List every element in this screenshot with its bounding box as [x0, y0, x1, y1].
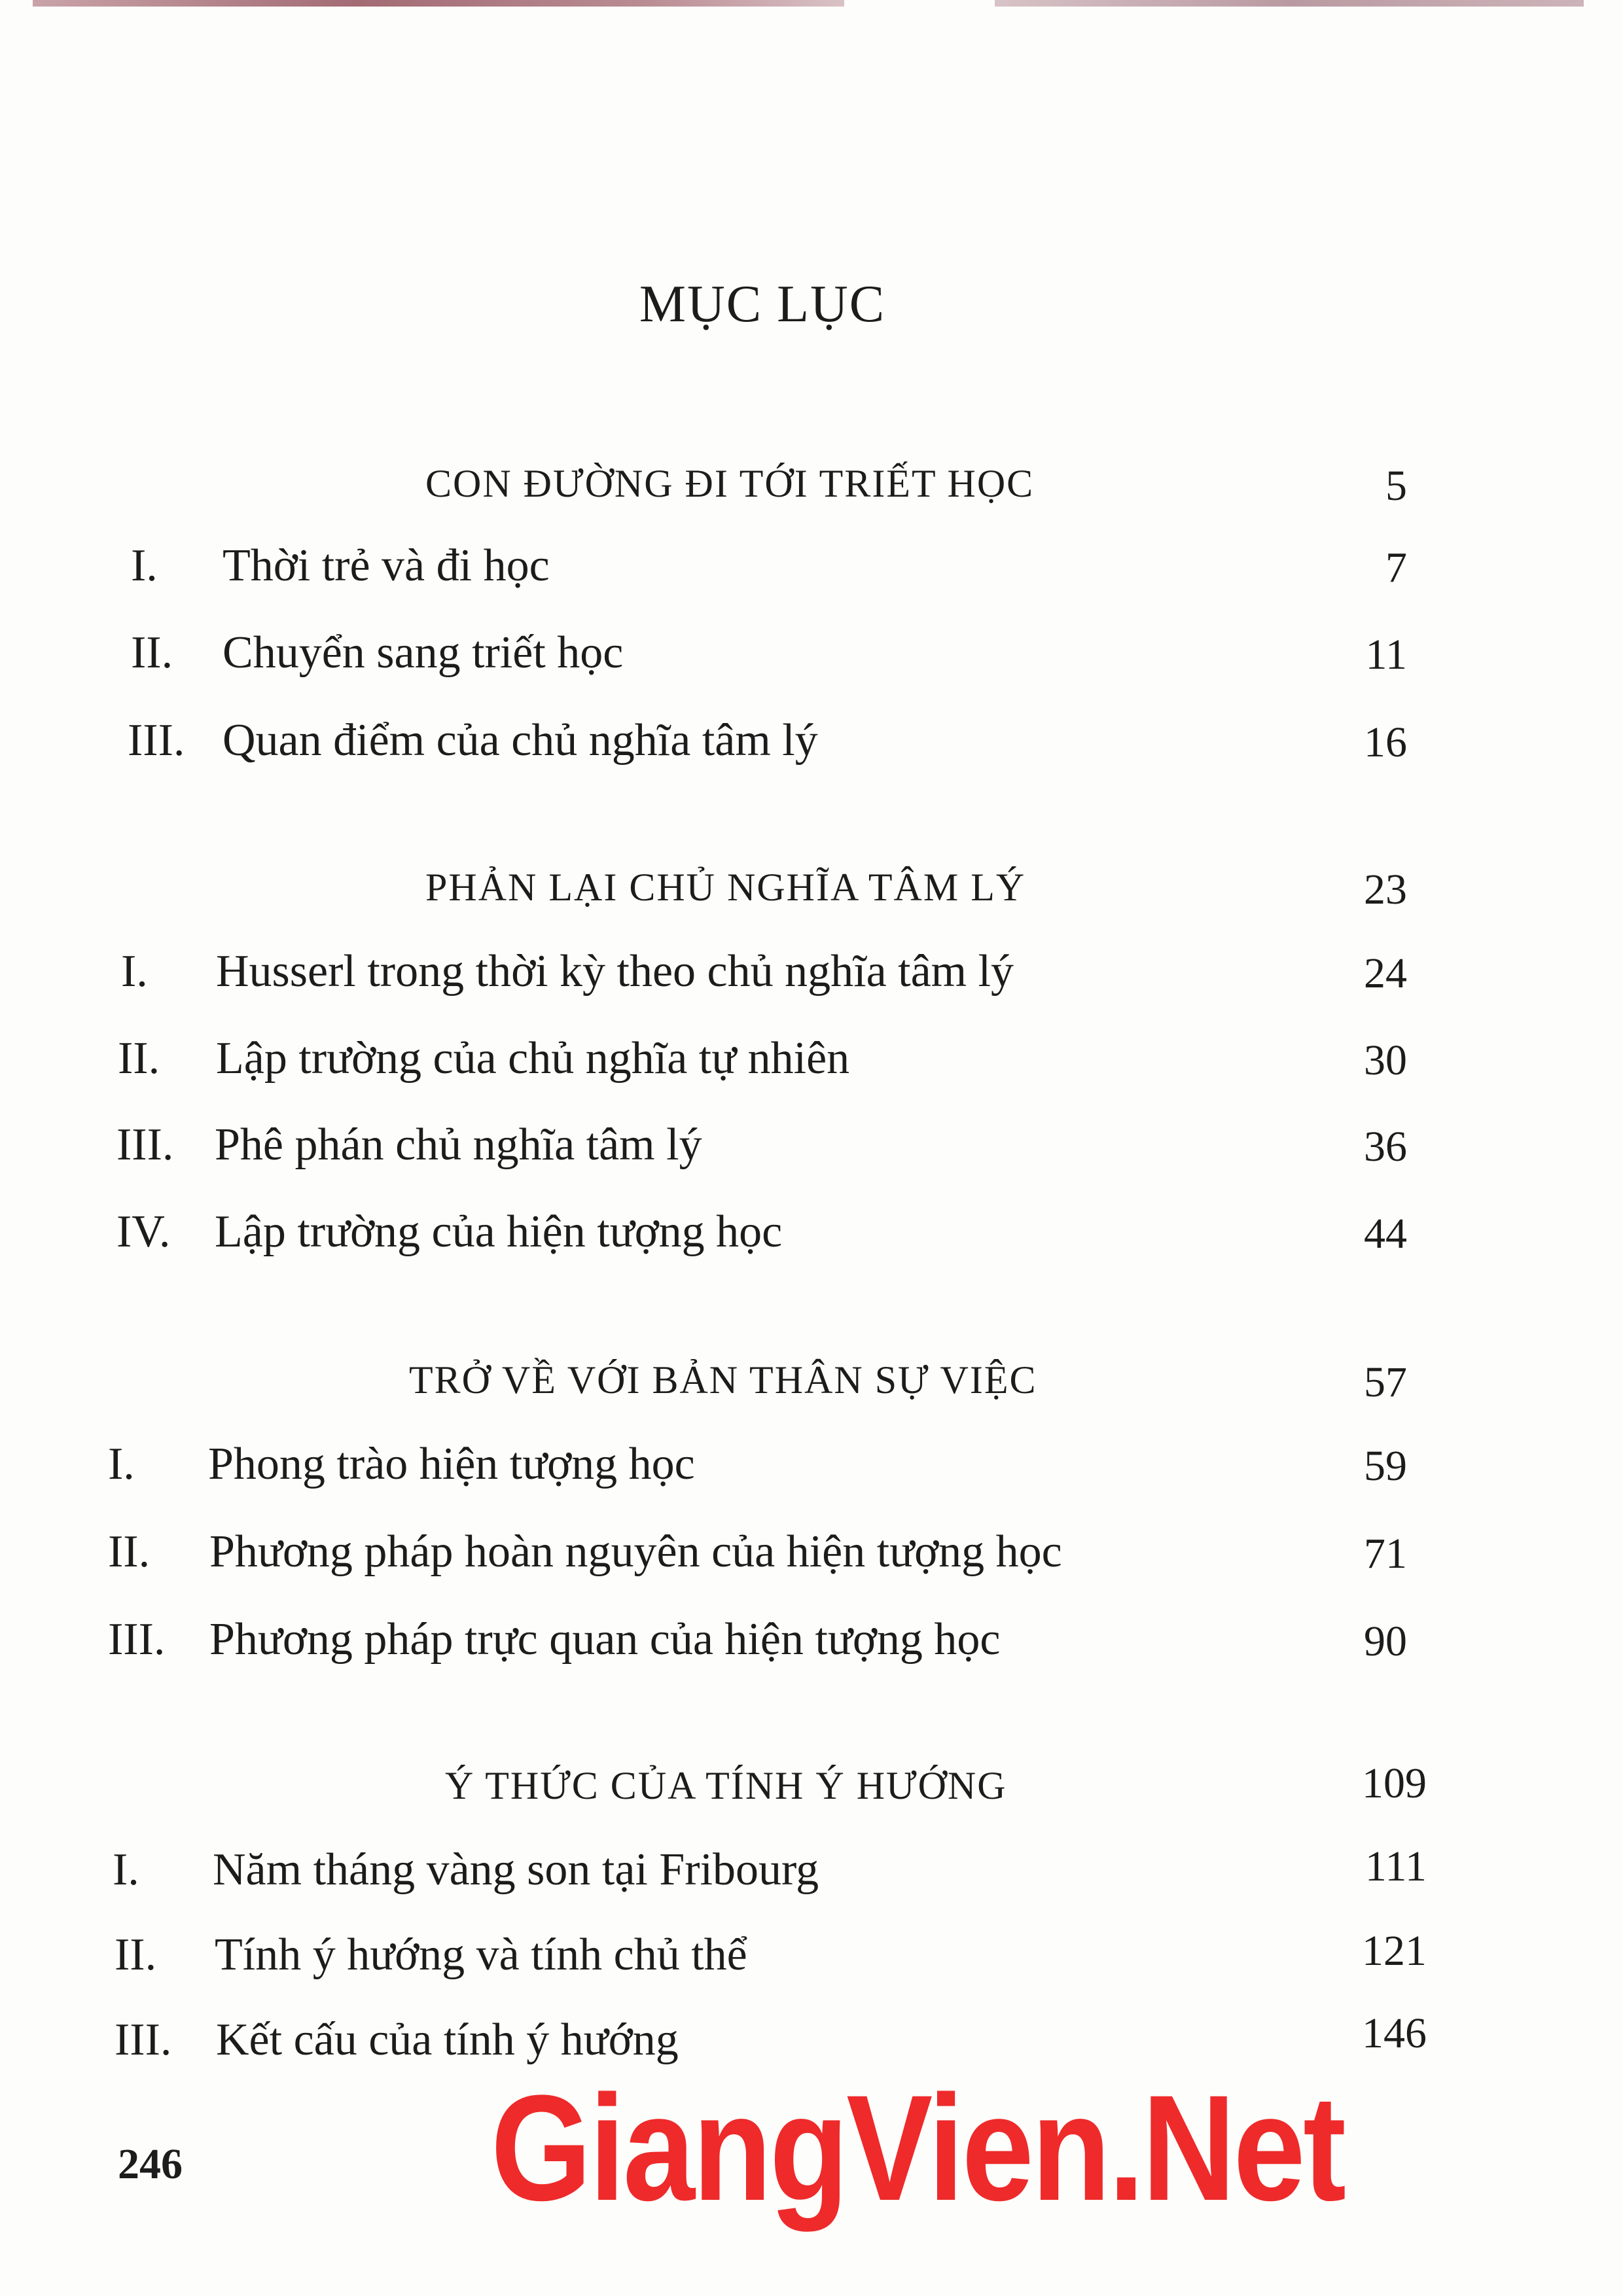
entry-title: Năm tháng vàng son tại Fribourg — [213, 1845, 819, 1895]
entry-title: Husserl trong thời kỳ theo chủ nghĩa tâm lý — [216, 946, 1014, 997]
page-number: 246 — [118, 2140, 183, 2188]
entry-page: 36 — [1364, 1123, 1407, 1171]
entry-number: II. — [115, 1930, 157, 1980]
entry-number: III. — [115, 2015, 172, 2065]
top-edge-strip-left — [33, 0, 844, 7]
entry-title: Phương pháp trực quan của hiện tượng học — [209, 1614, 1001, 1665]
entry-number: III. — [108, 1614, 166, 1665]
entry-title: Phương pháp hoàn nguyên của hiện tượng học — [209, 1527, 1062, 1577]
entry-page: 71 — [1364, 1530, 1407, 1578]
entry-title: Kết cấu của tính ý hướng — [216, 2015, 679, 2065]
entry-title: Chuyển sang triết học — [223, 627, 624, 678]
entry-number: I. — [131, 540, 158, 591]
section-heading-3: TRỞ VỀ VỚI BẢN THÂN SỰ VIỆC — [409, 1358, 1037, 1402]
entry-title: Quan điểm của chủ nghĩa tâm lý — [223, 715, 818, 766]
entry-number: IV. — [116, 1207, 171, 1257]
entry-page: 24 — [1364, 949, 1407, 997]
section-page-1: 5 — [1385, 462, 1407, 510]
section-page-2: 23 — [1364, 866, 1407, 913]
section-page-3: 57 — [1364, 1358, 1407, 1406]
entry-title: Phê phán chủ nghĩa tâm lý — [215, 1120, 702, 1170]
section-heading-4: Ý THỨC CỦA TÍNH Ý HƯỚNG — [445, 1764, 1007, 1807]
entry-number: I. — [113, 1845, 139, 1895]
entry-title: Thời trẻ và đi học — [223, 540, 550, 591]
section-heading-1: CON ĐƯỜNG ĐI TỚI TRIẾT HỌC — [425, 462, 1035, 505]
entry-title: Lập trường của hiện tượng học — [215, 1207, 783, 1257]
page-title: MỤC LỤC — [639, 275, 886, 333]
entry-page: 30 — [1364, 1036, 1407, 1084]
entry-title: Tính ý hướng và tính chủ thể — [215, 1930, 747, 1980]
entry-number: I. — [121, 946, 148, 997]
entry-title: Lập trường của chủ nghĩa tự nhiên — [216, 1033, 850, 1084]
entry-number: III. — [128, 715, 185, 766]
section-heading-2: PHẢN LẠI CHỦ NGHĨA TÂM LÝ — [425, 866, 1026, 909]
entry-page: 90 — [1364, 1617, 1407, 1665]
section-page-4: 109 — [1362, 1759, 1427, 1807]
entry-number: III. — [116, 1120, 174, 1170]
entry-page: 11 — [1365, 631, 1407, 679]
top-edge-strip-right — [995, 0, 1584, 7]
entry-number: II. — [118, 1033, 160, 1084]
entry-page: 121 — [1362, 1927, 1427, 1975]
entry-page: 44 — [1364, 1210, 1407, 1258]
entry-number: II. — [131, 627, 173, 678]
entry-page: 59 — [1364, 1442, 1407, 1490]
entry-page: 146 — [1362, 2009, 1427, 2057]
entry-page: 16 — [1364, 718, 1407, 766]
entry-number: II. — [108, 1527, 151, 1577]
entry-number: I. — [108, 1439, 135, 1489]
entry-page: 111 — [1364, 1843, 1427, 1890]
watermark: GiangVien.Net — [491, 2064, 1344, 2232]
entry-page: 7 — [1385, 544, 1407, 592]
entry-title: Phong trào hiện tượng học — [208, 1439, 695, 1489]
